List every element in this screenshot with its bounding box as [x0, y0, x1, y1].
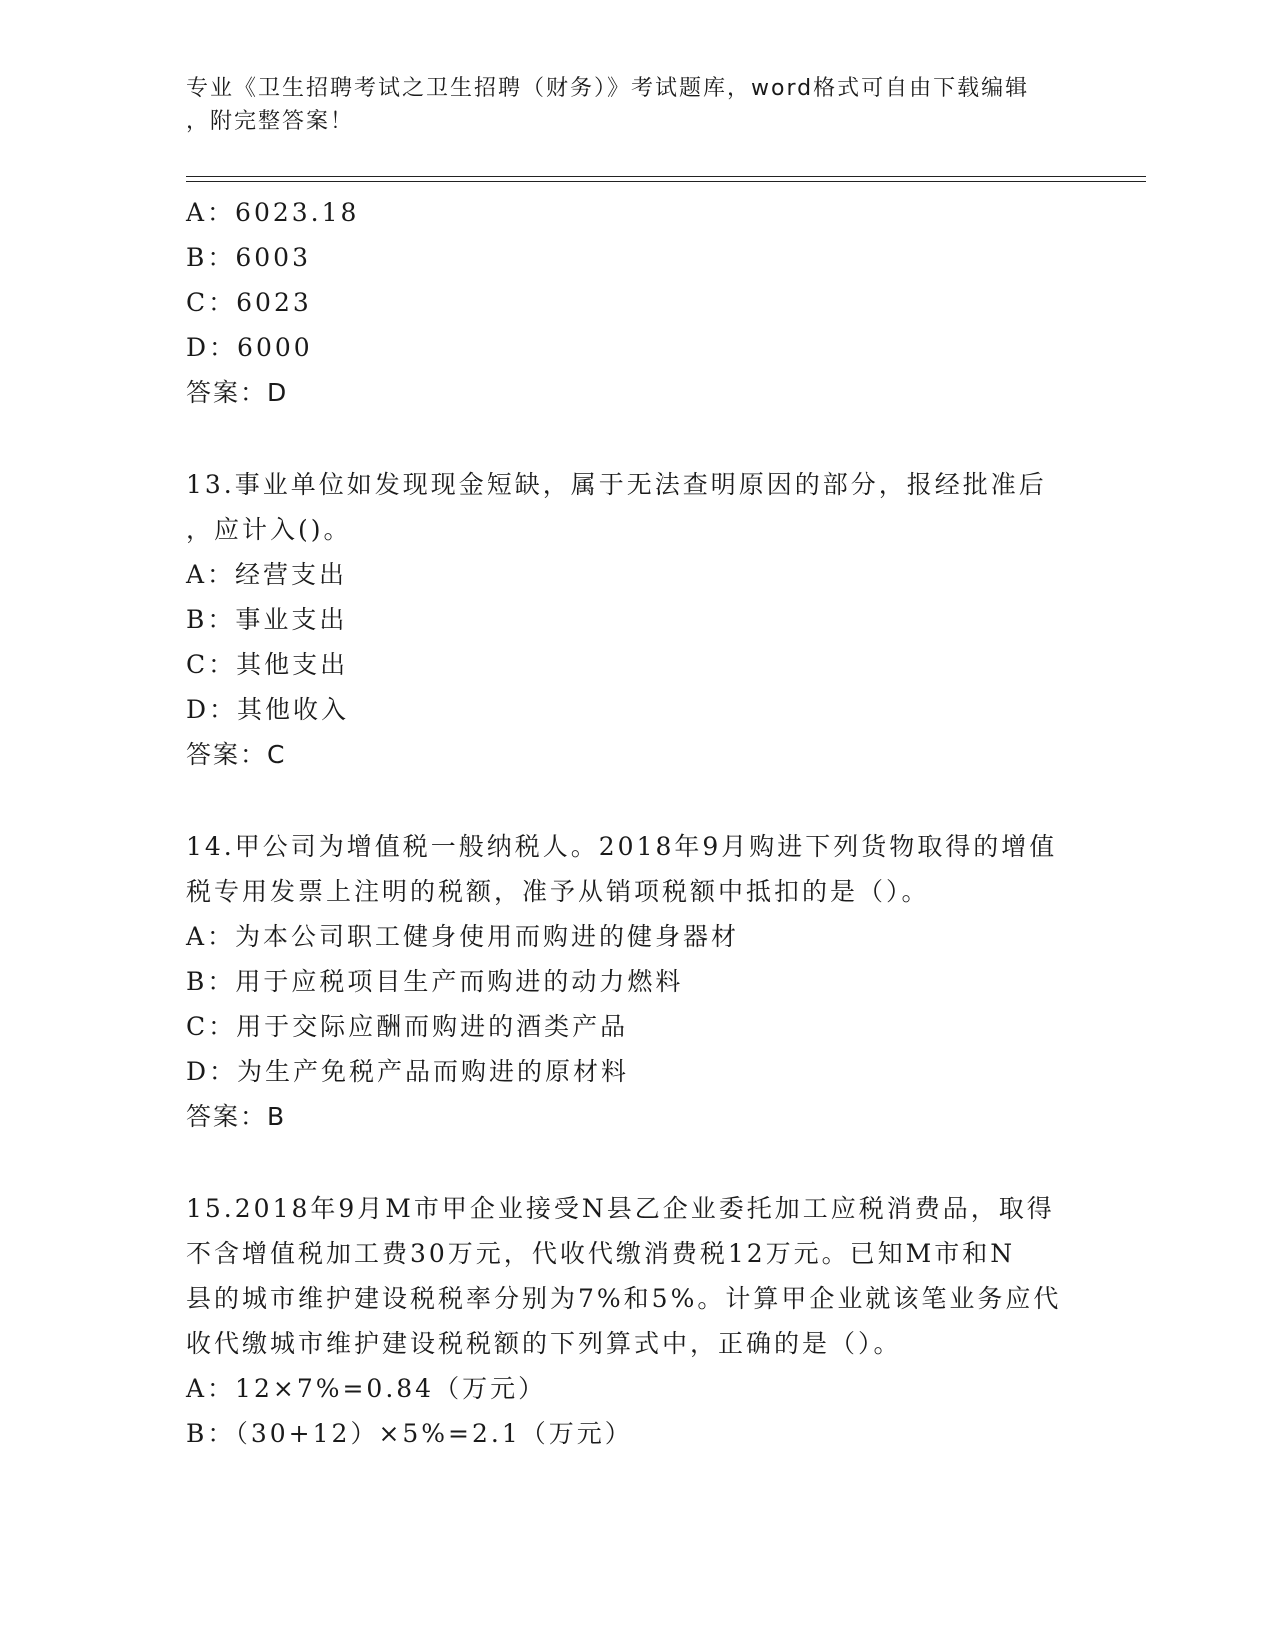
option-b: B：（30+12）×5%=2.1（万元）: [186, 1419, 633, 1448]
option-d: D：其他收入: [186, 695, 350, 724]
question-text-line: 不含增值税加工费30万元，代收代缴消费税12万元。已知M市和N: [186, 1239, 1016, 1268]
option-c: C：用于交际应酬而购进的酒类产品: [186, 1012, 629, 1041]
question-text-line: 县的城市维护建设税税率分别为7%和5%。计算甲企业就该笔业务应代: [186, 1284, 1062, 1313]
question-text-line: 税专用发票上注明的税额，准予从销项税额中抵扣的是（）。: [186, 877, 930, 906]
header-rule-bottom: [186, 181, 1146, 182]
question-text-line: 15.2018年9月M市甲企业接受N县乙企业委托加工应税消费品，取得: [186, 1194, 1055, 1223]
question-15: [186, 1186, 1086, 1456]
question-text-line: 收代缴城市维护建设税税额的下列算式中，正确的是（）。: [186, 1329, 902, 1358]
question-text-line: 13.事业单位如发现现金短缺，属于无法查明原因的部分，报经批准后: [186, 470, 1047, 499]
option-a: A：经营支出: [186, 560, 348, 589]
answer: 答案：C: [186, 740, 287, 769]
option-c: C：其他支出: [186, 650, 349, 679]
option-c: C：6023: [186, 288, 312, 317]
option-a: A：12×7%=0.84（万元）: [186, 1374, 547, 1403]
option-b: B：用于应税项目生产而购进的动力燃料: [186, 967, 684, 996]
option-d: D：为生产免税产品而购进的原材料: [186, 1057, 630, 1086]
header-line-2: ，附完整答案！: [186, 109, 355, 134]
header-rule-top: [186, 176, 1146, 177]
answer: 答案：D: [186, 378, 289, 407]
option-a: A：为本公司职工健身使用而购进的健身器材: [186, 922, 740, 951]
document-header: [186, 72, 1066, 138]
option-b: B：6003: [186, 243, 311, 272]
question-14: [186, 824, 1086, 1139]
question-list: [186, 190, 1086, 1456]
option-d: D：6000: [186, 333, 313, 362]
option-b: B：事业支出: [186, 605, 348, 634]
question-13: [186, 462, 1086, 777]
question-text-line: ，应计入()。: [186, 515, 352, 544]
header-line-1: 专业《卫生招聘考试之卫生招聘（财务）》考试题库，word格式可自由下载编辑: [186, 76, 1030, 101]
answer: 答案：B: [186, 1102, 287, 1131]
question-12: [186, 190, 1086, 415]
question-text-line: 14.甲公司为增值税一般纳税人。2018年9月购进下列货物取得的增值: [186, 832, 1058, 861]
option-a: A：6023.18: [186, 198, 360, 227]
